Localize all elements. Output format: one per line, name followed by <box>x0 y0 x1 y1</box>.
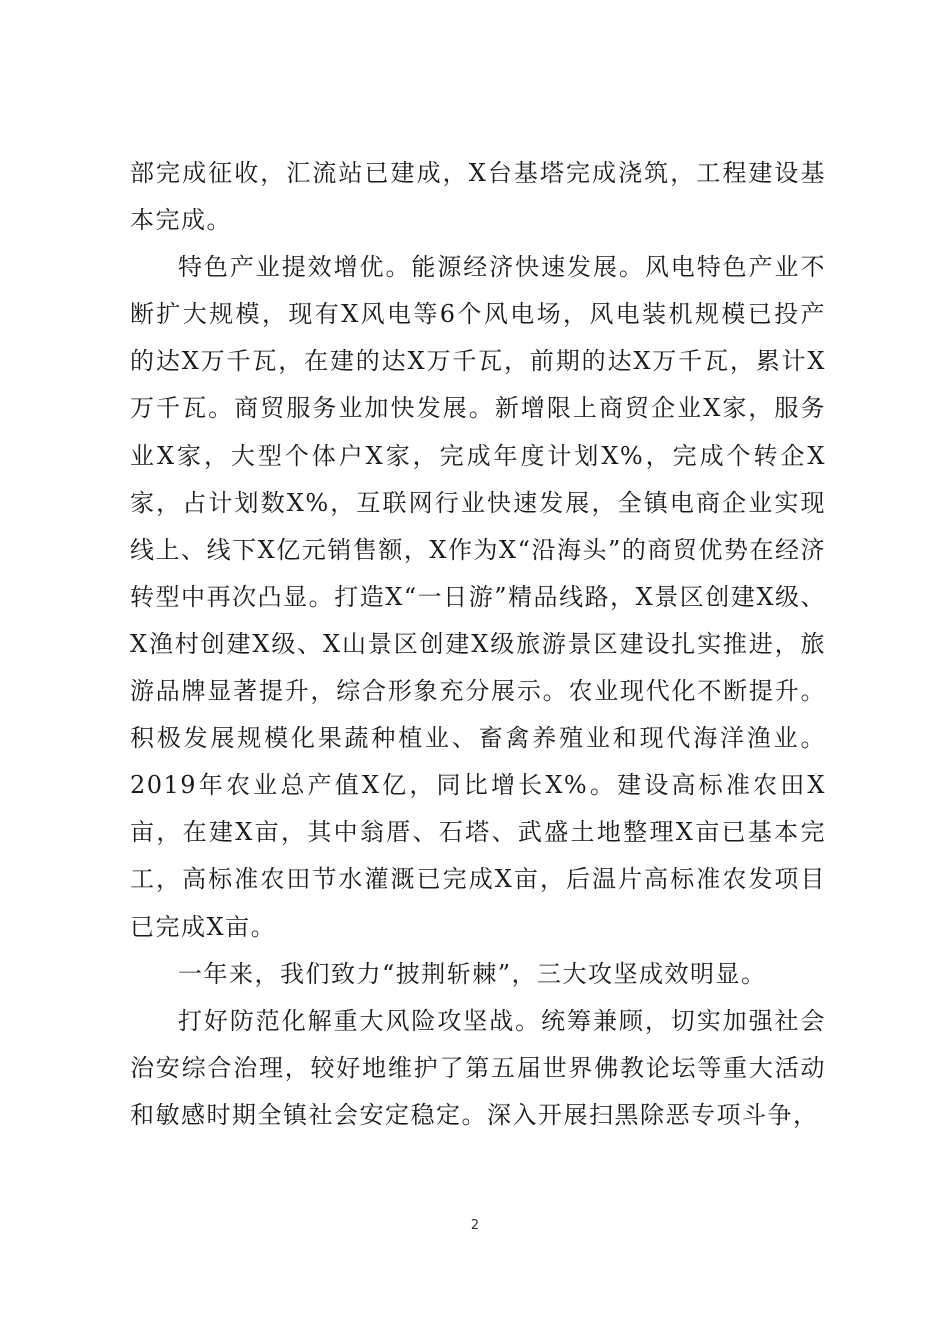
paragraph-summary-heading: 一年来，我们致力“披荆斩棘”，三大攻坚成效明显。 <box>178 959 767 988</box>
paragraph-continuation: 部完成征收，汇流站已建成，X台基塔完成浇筑，工程建设基本完成。 <box>130 159 826 235</box>
body-text <box>130 150 826 1139</box>
paragraph-industry: 特色产业提效增优。能源经济快速发展。风电特色产业不断扩大规模，现有X风电等6个风电场，风电装机规模已投产的达X万千瓦，在建的达X万千瓦，前期的达X万千瓦，累计X万千瓦。商贸服务业加快发展。新增限上商贸企业X家，服务业X家，大型个体户X家，完成年度计划X%，完成个转企X家，占计划数X%，互联网行业快速发展，全镇电商企业实现线上、线下X亿元销售额，X作为X“沿海头”的商贸优势在经济转型中再次凸显。打造X“一日游”精品线路，X景区创建X级、X渔村创建X级、X山景区创建X级旅游景区建设扎实推进，旅游品牌显著提升，综合形象充分展示。农业现代化不断提升。积极发展规模化果蔬种植业、畜禽养殖业和现代海洋渔业。2019年农业总产值X亿，同比增长X%。建设高标准农田X亩，在建X亩，其中翁厝、石塔、武盛土地整理X亩已基本完工，高标准农田节水灌溉已完成X亩，后温片高标准农发项目已完成X亩。 <box>130 253 826 941</box>
page-number: 2 <box>470 1218 480 1233</box>
paragraph-risk: 打好防范化解重大风险攻坚战。统筹兼顾，切实加强社会治安综合治理，较好地维护了第五届世界佛教论坛等重大活动和敏感时期全镇社会安定稳定。深入开展扫黑除恶专项斗争， <box>130 1006 826 1129</box>
